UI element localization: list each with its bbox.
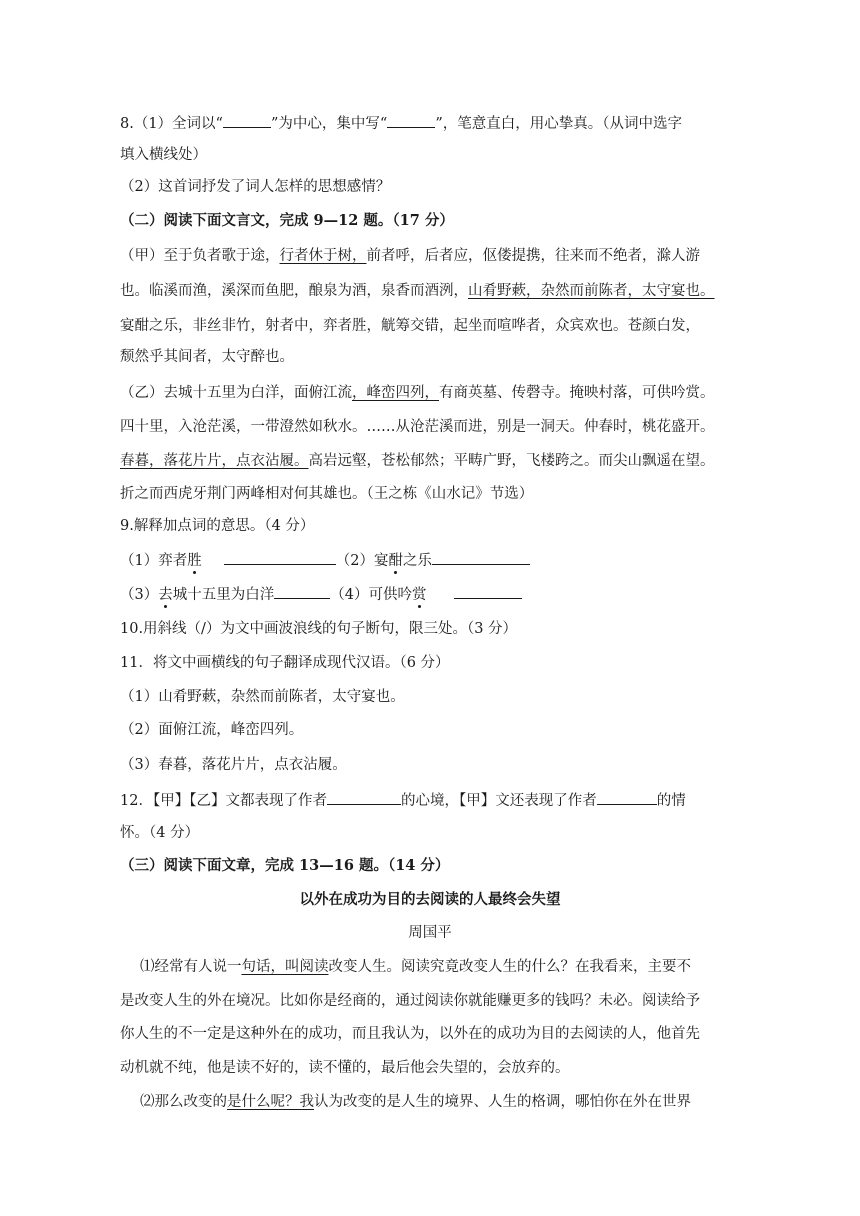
article-title: 以外在成功为目的去阅读的人最终会失望 <box>299 891 561 908</box>
q8-line2: 填入横线处） <box>120 147 207 163</box>
yi-line3: 春暮，落花片片，点衣沾履。高岩远壑，苍松郁然；平畴广野，飞楼跨之。而尖山飘遥在望。 <box>120 453 715 469</box>
dotted-char: 酣 <box>388 553 403 569</box>
q9-title: 9.解释加点词的意思。（4 分） <box>120 518 315 534</box>
yi-line1: （乙）去城十五里为白洋，面俯江流，峰峦四列，有商英墓、传磬寺。掩映村落，可供吟赏。 <box>120 385 715 401</box>
dotted-char: 胜 <box>187 553 202 569</box>
dotted-char: 去 <box>158 587 173 603</box>
q9-blank-2[interactable] <box>432 550 530 565</box>
jia-line2: 也。临溪而渔，溪深而鱼肥，酿泉为酒，泉香而酒洌，山肴野蔌，杂然而前陈者，太守宴也。 <box>120 283 715 299</box>
q12-line2: 怀。（4 分） <box>120 825 200 841</box>
q11-s1: （1）山肴野蔌，杂然而前陈者，太守宴也。 <box>120 689 405 705</box>
q8-blank-1[interactable] <box>223 113 271 128</box>
para1-line1: ⑴经常有人说一句话，叫阅读改变人生。阅读究竟改变人生的什么？在我看来，主要不 <box>140 959 691 975</box>
q8-line1: 8.（1）全词以“ ”为中心，集中写“ ”，笔意直白，用心挚真。（从词中选字 <box>120 113 682 134</box>
jia-line4: 颓然乎其间者，太守醉也。 <box>120 349 294 365</box>
q9-blank-4[interactable] <box>454 584 522 599</box>
q11-s2: （2）面俯江流，峰峦四列。 <box>120 722 304 738</box>
section3-heading: （三）阅读下面文章，完成 13—16 题。（14 分） <box>120 857 450 874</box>
section2-heading: （二）阅读下面文言文，完成 9—12 题。（17 分） <box>120 212 454 229</box>
q12-blank-2[interactable] <box>597 790 657 805</box>
q9-blank-3[interactable] <box>274 584 330 599</box>
dotted-char: 赏 <box>411 587 427 603</box>
q9-row2: （3）去城十五里为白洋 （4）可供吟赏 <box>120 584 522 605</box>
para1-line2: 是改变人生的外在境况。比如你是经商的，通过阅读你就能赚更多的钱吗？未必。阅读给予 <box>120 993 700 1009</box>
yi-line2: 四十里，入沧茫溪，一带澄然如秋水。……从沧茫溪而进，别是一洞天。仲春时，桃花盛开。 <box>120 419 715 435</box>
para1-line3: 你人生的不一定是这种外在的成功，而且我认为，以外在的成功为目的去阅读的人，他首先 <box>120 1026 700 1042</box>
q8-part2: （2）这首词抒发了词人怎样的思想感情？ <box>120 179 391 195</box>
jia-line1: （甲）至于负者歌于途，行者休于树，前者呼，后者应，伛偻提携，往来而不绝者，滁人游 <box>120 248 700 264</box>
q8-blank-2[interactable] <box>387 113 435 128</box>
q11-s3: （3）春暮，落花片片，点衣沾履。 <box>120 757 347 773</box>
yi-line4: 折之而西虎牙荆门两峰相对何其雄也。（王之栋《山水记》节选） <box>120 486 534 502</box>
q11-title: 11．将文中画横线的句子翻译成现代汉语。（6 分） <box>120 655 450 671</box>
jia-line3: 宴酣之乐，非丝非竹，射者中，弈者胜，觥筹交错，起坐而喧哗者，众宾欢也。苍颜白发， <box>120 318 700 334</box>
para2-line1: ⑵那么改变的是什么呢？我认为改变的是人生的境界、人生的格调，哪怕你在外在世界 <box>140 1094 691 1110</box>
q9-row1: （1）弈者胜 （2）宴酣之乐 <box>120 550 530 571</box>
q12-line1: 12．【甲】【乙】文都表现了作者 的心境，【甲】文还表现了作者 的情 <box>120 790 686 811</box>
para1-line4: 动机就不纯，他是读不好的，读不懂的，最后他会失望的，会放弃的。 <box>120 1060 570 1076</box>
q9-blank-1[interactable] <box>224 550 336 565</box>
article-author: 周国平 <box>408 925 452 941</box>
q12-blank-1[interactable] <box>327 790 401 805</box>
q10: 10.用斜线（/）为文中画波浪线的句子断句，限三处。（3 分） <box>120 621 518 637</box>
